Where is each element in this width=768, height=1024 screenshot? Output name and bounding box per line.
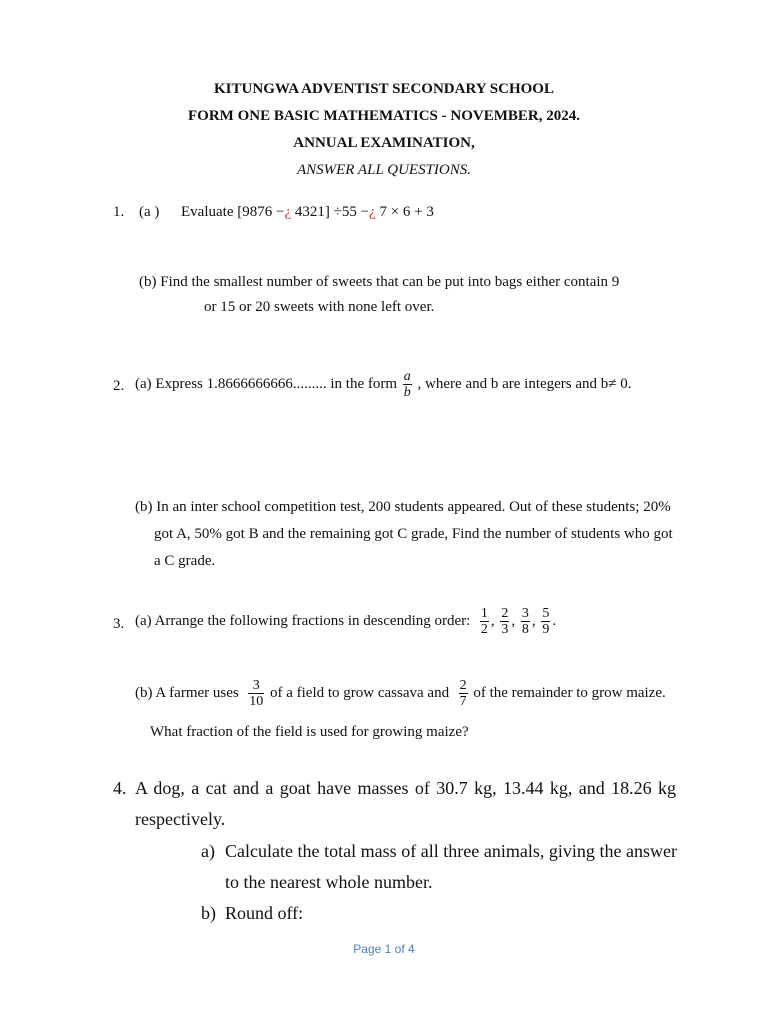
q4-line1: A dog, a cat and a goat have masses of 30.7 kg, 13.44 kg, and 18.26 kg <box>135 778 676 798</box>
q3a-frac3-num: 3 <box>521 606 529 621</box>
q4b-label: b) <box>201 903 216 923</box>
q1a-part3: 7 × 6 + 3 <box>375 204 434 220</box>
q3a-fraction-4 <box>541 606 550 637</box>
q3a-sep-4: . <box>552 612 557 629</box>
q1a-label: (a ) <box>139 204 160 220</box>
q3b-fraction-1 <box>248 678 264 709</box>
q3b-line2: What fraction of the field is used for growing maize? <box>150 724 469 740</box>
q4a-line1: Calculate the total mass of all three animals, giving the answer <box>225 841 677 861</box>
q2b-line2: got A, 50% got B and the remaining got C grade, Find the number of students who got <box>154 526 673 542</box>
school-name: KITUNGWA ADVENTIST SECONDARY SCHOOL <box>214 81 554 97</box>
q3b-fraction-2 <box>459 678 468 709</box>
q3a-fraction-2 <box>500 606 509 637</box>
q2-number: 2. <box>113 378 125 394</box>
q3a-label: (a) Arrange the following fractions in descending order: <box>135 612 471 629</box>
q3a-sep-2: , <box>511 612 516 629</box>
q3b-line1 <box>135 678 666 709</box>
q1a-glyph1: ¿ <box>284 204 292 220</box>
q3b-frac2-den: 7 <box>459 694 467 709</box>
q2a-pre: (a) Express 1.8666666666......... in the form <box>135 375 398 392</box>
q1b-line1: (b) Find the smallest number of sweets that can be put into bags either contain 9 <box>139 274 620 290</box>
q3a-frac1-den: 2 <box>480 622 488 637</box>
q2a-frac-den: b <box>403 385 411 400</box>
q1b-line2: or 15 or 20 sweets with none left over. <box>204 299 435 315</box>
q3a-sep-1: , <box>490 612 495 629</box>
q2b-line3: a C grade. <box>154 553 216 569</box>
q3a-text <box>135 606 556 637</box>
q3b-post: of the remainder to grow maize. <box>473 684 666 701</box>
q3a-frac4-num: 5 <box>542 606 550 621</box>
q3-number: 3. <box>113 616 125 632</box>
q3a-frac2-den: 3 <box>501 622 509 637</box>
q4a-label: a) <box>201 841 215 861</box>
q1a-part2: 4321] ÷55 − <box>291 204 370 220</box>
q3a-frac4-den: 9 <box>542 622 550 637</box>
q4a-line2: to the nearest whole number. <box>225 872 433 892</box>
q2a-fraction <box>403 369 412 400</box>
q2a-post: , where and b are integers and b≠ 0. <box>417 375 632 392</box>
exam-instruction: ANSWER ALL QUESTIONS. <box>296 162 472 178</box>
q3b-frac1-den: 10 <box>249 694 264 709</box>
exam-type: ANNUAL EXAMINATION, <box>293 135 475 151</box>
q1a-glyph2: ¿ <box>369 204 376 220</box>
q4-number: 4. <box>113 778 127 798</box>
q3a-frac2-num: 2 <box>501 606 509 621</box>
q4b-text: Round off: <box>225 903 304 923</box>
exam-title: FORM ONE BASIC MATHEMATICS - NOVEMBER, 2024. <box>188 108 580 124</box>
q3b-mid: of a field to grow cassava and <box>269 684 450 701</box>
q3b-frac2-num: 2 <box>459 678 467 693</box>
q4-line2: respectively. <box>135 809 226 829</box>
q1-number: 1. <box>113 204 125 220</box>
q3a-sep-3: , <box>531 612 536 629</box>
q3a-fraction-3 <box>521 606 530 637</box>
q2a-text <box>135 369 632 400</box>
q1a-text <box>181 204 434 221</box>
q2b-line1: (b) In an inter school competition test, 200 students appeared. Out of these students; 20% <box>135 499 671 515</box>
q3a-frac3-den: 8 <box>521 622 529 637</box>
q3a-frac1-num: 1 <box>480 606 488 621</box>
q3a-fraction-1 <box>480 606 489 637</box>
q2a-frac-num: a <box>403 369 411 384</box>
page-number: Page 1 of 4 <box>353 942 415 956</box>
q3b-frac1-num: 3 <box>248 678 264 694</box>
q3b-pre: (b) A farmer uses <box>135 684 239 701</box>
q1a-part1: Evaluate [9876 − <box>181 204 285 220</box>
